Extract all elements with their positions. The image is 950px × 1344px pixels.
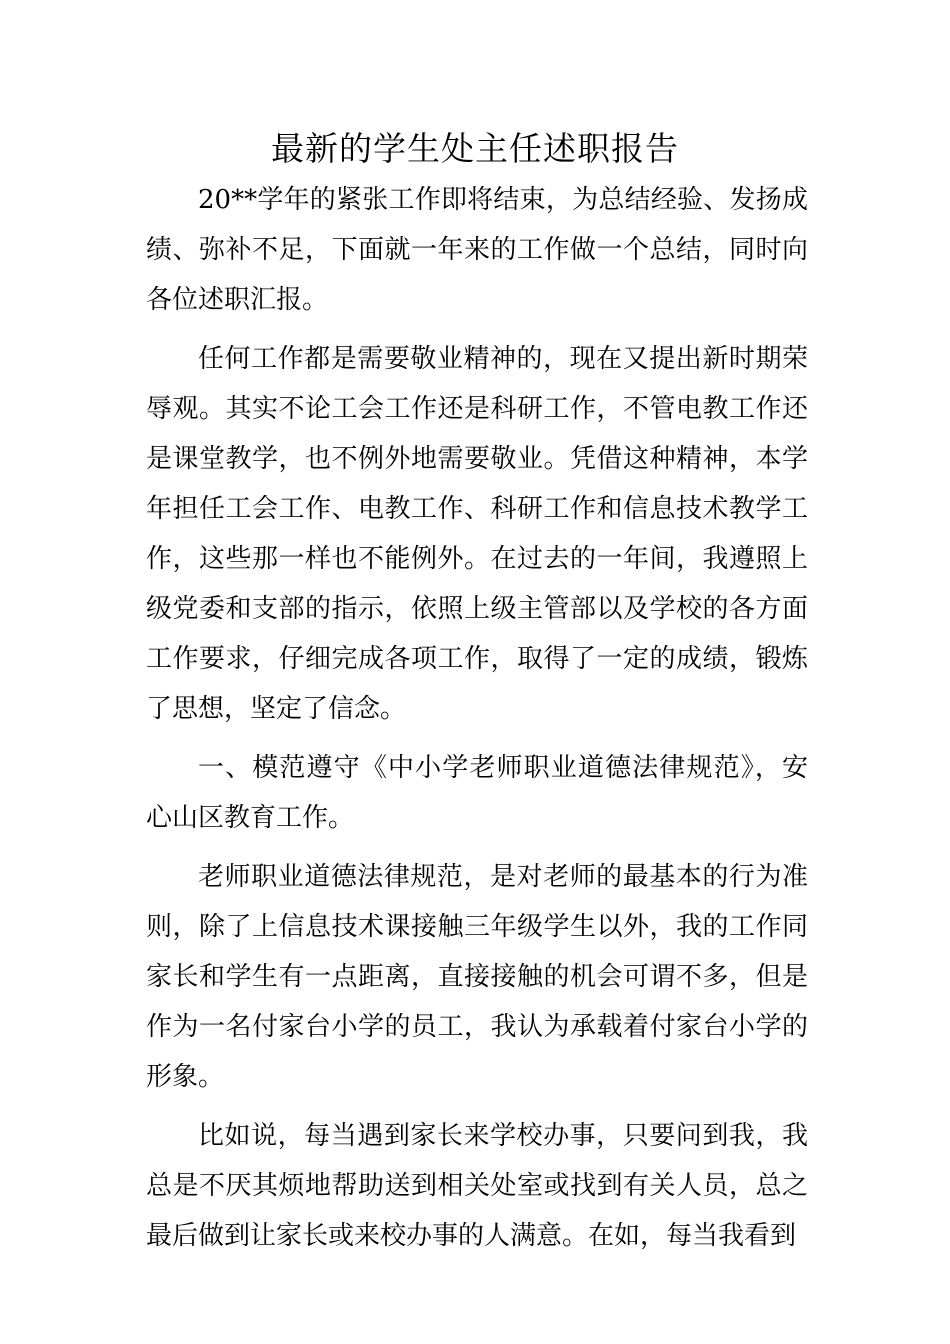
- document-title: 最新的学生处主任述职报告: [271, 129, 679, 168]
- paragraph-2: 任何工作都是需要敬业精神的，现在又提出新时期荣辱观。其实不论工会工作还是科研工作，不管电教工作还是课堂教学，也不例外地需要敬业。凭借这种精神，本学年担任工会工作、电教工作、科研工作和信息技术教学工作，这些那一样也不能例外。在过去的一年间，我遵照上级党委和支部的指示，依照上级主管部以及学校的各方面工作要求，仔细完成各项工作，取得了一定的成绩，锻炼了思想，坚定了信念。: [146, 344, 808, 724]
- document-body: [146, 175, 808, 1270]
- paragraph-1: 20**学年的紧张工作即将结束，为总结经验、发扬成绩、弥补不足，下面就一年来的工作做一个总结，同时向各位述职汇报。: [146, 185, 808, 315]
- paragraph-3: 一、模范遵守《中小学老师职业道德法律规范》，安心山区教育工作。: [146, 753, 808, 833]
- paragraph-4: 老师职业道德法律规范，是对老师的最基本的行为准则，除了上信息技术课接触三年级学生以外，我的工作同家长和学生有一点距离，直接接触的机会可谓不多，但是作为一名付家台小学的员工，我认为承载着付家台小学的形象。: [146, 862, 808, 1092]
- paragraph-5: 比如说，每当遇到家长来学校办事，只要问到我，我总是不厌其烦地帮助送到相关处室或找到有关人员，总之最后做到让家长或来校办事的人满意。在如，每当我看到: [146, 1121, 808, 1251]
